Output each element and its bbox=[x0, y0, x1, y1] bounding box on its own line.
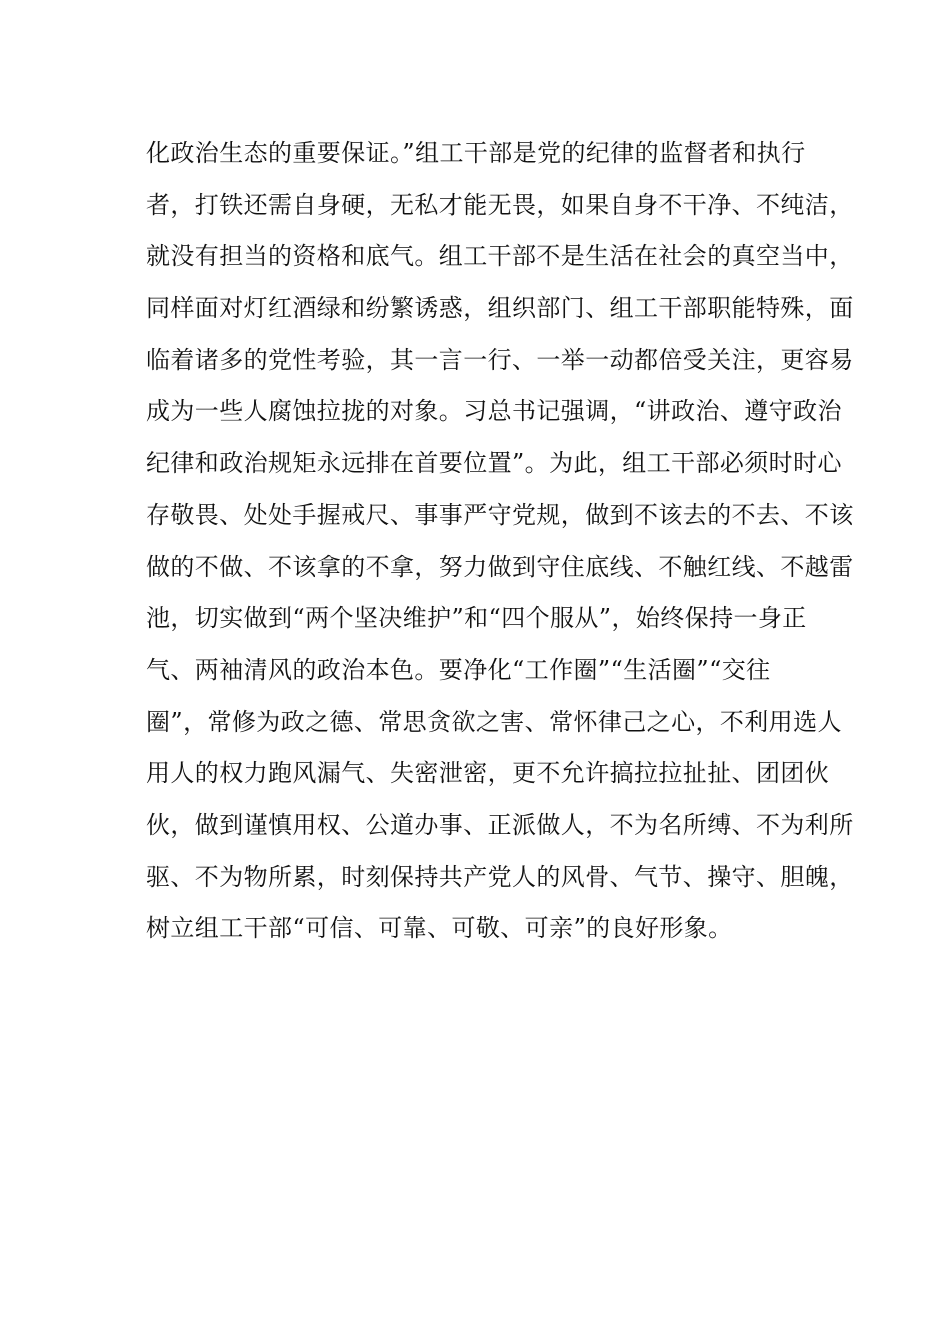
text-line: 池，切实做到“两个坚决维护”和“四个服从”，始终保持一身正 bbox=[146, 604, 807, 633]
text-line: 纪律和政治规矩永远排在首要位置”。为此，组工干部必须时时心 bbox=[146, 449, 842, 478]
text-line: 就没有担当的资格和底气。组工干部不是生活在社会的真空当中， bbox=[146, 242, 854, 271]
text-line: 做的不做、不该拿的不拿，努力做到守住底线、不触红线、不越雷 bbox=[146, 552, 854, 581]
text-line: 同样面对灯红酒绿和纷繁诱惑，组织部门、组工干部职能特殊，面 bbox=[146, 294, 854, 323]
text-line: 临着诸多的党性考验，其一言一行、一举一动都倍受关注，更容易 bbox=[146, 345, 854, 374]
text-line: 化政治生态的重要保证。”组工干部是党的纪律的监督者和执行 bbox=[146, 139, 806, 167]
body-paragraph bbox=[146, 128, 854, 955]
text-line: 伙，做到谨慎用权、公道办事、正派做人，不为名所缚、不为利所 bbox=[146, 810, 854, 839]
text-line: 圈”，常修为政之德、常思贪欲之害、常怀律己之心，不利用选人 bbox=[146, 707, 842, 736]
text-line: 存敬畏、处处手握戒尺、事事严守党规，做到不该去的不去、不该 bbox=[146, 500, 854, 529]
text-line: 用人的权力跑风漏气、失密泄密，更不允许搞拉拉扯扯、团团伙 bbox=[146, 759, 830, 788]
text-line: 树立组工干部“可信、可靠、可敬、可亲”的良好形象。 bbox=[146, 914, 733, 943]
text-line: 者，打铁还需自身硬，无私才能无畏，如果自身不干净、不纯洁， bbox=[146, 190, 854, 219]
text-line: 成为一些人腐蚀拉拢的对象。习总书记强调，“讲政治、遵守政治 bbox=[146, 397, 842, 426]
text-line: 气、两袖清风的政治本色。要净化“工作圈”“生活圈”“交往 bbox=[146, 655, 771, 684]
text-line: 驱、不为物所累，时刻保持共产党人的风骨、气节、操守、胆魄， bbox=[146, 862, 854, 891]
